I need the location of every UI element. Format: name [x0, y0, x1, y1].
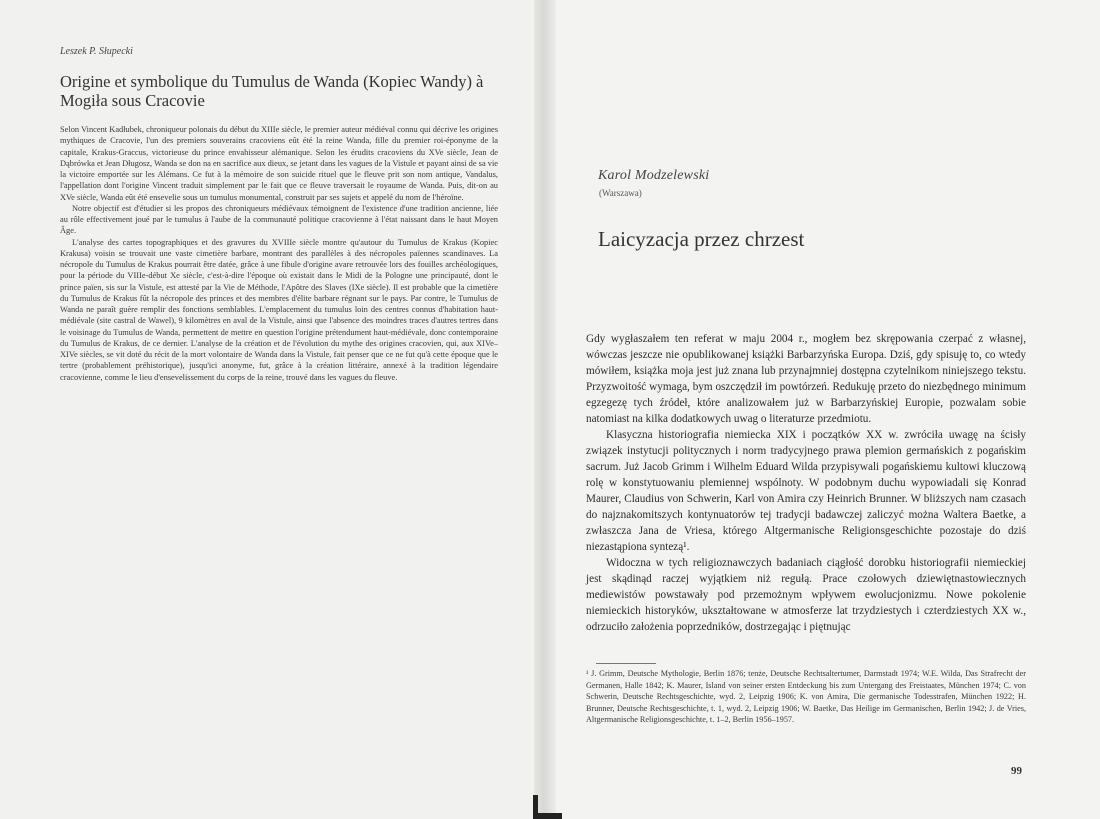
- author-name: Karol Modzelewski: [598, 168, 710, 183]
- right-paragraph-3: Widoczna w tych religioznawczych badaniach ciągłość dorobku historiografii niemieckiej jest skądinąd raczej wyjątkiem niż regułą. Prace czołowych dziewiętnastowiecznych mediewistów powstawały pod przemożnym wpływem ewolucjonizmu. Nowe pokolenie niemieckich historyków, ukształtowane w atmosferze lat trzydziestych i czterdziestych XX w., odrzuciło założenia poprzedników, dostrzegając i piętnując: [586, 557, 1026, 633]
- page-number: 99: [1011, 765, 1022, 777]
- right-paragraph-2: Klasyczna historiografia niemiecka XIX i początków XX w. zwróciła uwagę na ścisły związek instytucji politycznych i norm tradycyjnego prawa plemion germańskich z pogańskim sacrum. Już Jacob Grimm i Wilhelm Eduard Wilda przypisywali pogańskiemu kultowi kluczową rolę w konstytuowaniu plemiennej wspólnoty. W podobnym duchu wypowiadali się Konrad Maurer, Claudius von Schwerin, Karl von Amira czy Heinrich Brunner. W bliższych nam czasach do najznakomitszych kontynuatorów tej tradycji badawczej zaliczyć można Waltera Baetke, a zwłaszcza Jana de Vriesa, którego Altgermanische Religionsgeschichte pozostaje do dziś niezastąpiona syntezą¹.: [586, 429, 1026, 553]
- running-head: Leszek P. Słupecki: [60, 46, 133, 57]
- left-article-title: Origine et symbolique du Tumulus de Wanda (Kopiec Wandy) à Mogiła sous Cracovie: [60, 72, 484, 110]
- right-paragraph-1: Gdy wygłaszałem ten referat w maju 2004 r., mogłem bez skrępowania czerpać z własnej, wówczas jeszcze nie opublikowanej książki Barbarzyńska Europa. Dziś, gdy spisuję to, co wtedy mówiłem, książka moja jest już znana lub przynajmniej dostępna czytelnikom niniejszego tekstu. Przyzwoitość wymaga, bym oszczędził im powtórzeń. Redukuję przeto do niezbędnego minimum egzegezę tych źródeł, które analizowałem już w Barbarzyńskiej Europie, pozwalam sobie natomiast na kilka dodatkowych uwag o literaturze przedmiotu.: [586, 333, 1026, 425]
- footnote: ¹ J. Grimm, Deutsche Mythologie, Berlin 1876; tenże, Deutsche Rechtsaltertumer, Darmstadt 1974; W.E. Wilda, Das Strafrecht der Germanen, Halle 1842; K. Maurer, Island von seiner ersten Entdeckung bis zum Untergang des Freistaates, München 1974; C. von Schwerin, Deutsche Rechtsgeschichte, wyd. 2, Leipzig 1906; K. von Amira, Die germanische Todesstrafen, München 1922; H. Brunner, Deutsche Rechtsgeschichte, t. 1, wyd. 2, Leipzig 1906; W. Baetke, Das Heilige im Germanischen, Berlin 1942; J. de Vries, Altgermanische Religionsgeschichte, t. 1–2, Berlin 1956–1957.: [586, 669, 1026, 724]
- scan-edge-mark: [530, 795, 562, 819]
- left-paragraph-2: Notre objectif est d'étudier si les propos des chroniqueurs médiévaux témoignent de l'existence d'une tradition ancienne, liée au rôle effectivement joué par le tumulus à l'aube de la communauté politique cracovienne à l'état naissant dans le haut Moyen Âge.: [60, 203, 498, 236]
- left-paragraph-1: Selon Vincent Kadłubek, chroniqueur polonais du début du XIIIe siècle, le premier auteur médiéval connu qui décrive les origines mythiques de Cracovie, l'un des premiers souverains cracoviens eût été la reine Wanda, fille du premier roi-éponyme de la capitale, Krakus-Graccus, victorieuse du prince envahisseur alémanique. Selon les érudits cracoviens du XVe siècle, Jean de Dąbrówka et Jean Długosz, Wanda se don na en sacrifice aux dieux, se jetant dans les vagues de la Vistule et payant ainsi de sa vie la victoire emportée sur les Alémans. Ce fut à la mémoire de son suicide rituel que le fleuve prit son nom antique, Vandalus, l'appellation dont l'origine Vincent traduit simplement par le fait que ce fleuve traversait le royaume de Wanda. Puis, dit-on au XVe siècle, Wanda eût été ensevelie sous un tumulus monumental, construit par ses sujets et appelé du nom de l'héroïne.: [60, 125, 498, 202]
- book-gutter: [534, 0, 556, 819]
- left-abstract: [60, 124, 498, 383]
- author-affiliation: (Warszawa): [599, 188, 642, 198]
- right-body-text: [586, 331, 1026, 635]
- left-paragraph-3: L'analyse des cartes topographiques et des gravures du XVIIIe siècle montre qu'autour du Tumulus de Krakus (Kopiec Krakusa) voisin se trouvait une vaste cimetière barbare, montrant des parallèles à des nécropoles païennes scandinaves. La nécropole du Tumulus de Krakus pourrait être datée, grâce à une fibule d'origine avare retrouvée lors des fouilles archéologiques, pour la période du VIIIe-début Xe siècle, c'est-à-dire l'époque où existait dans le Midi de la Pologne une principauté, dont le prince païen, sis sur la Vistule, est attesté par la Vie de Méthode, l'Apôtre des Slaves (IXe siècle). Il est probable que la cimetière du Tumulus de Krakus fût la nécropole des princes et des membres d'élite barbare régnant sur le pays. Par contre, le Tumulus de Wanda ne paraît guère remplir des fonctions semblables. L'emplacement du tumulus loin des centres connus d'habitation haut-médiévale (site castral de Wawel), 9 kilomètres en aval de la Vistule, ainsi que l'absence des moindres traces d'autres tertres dans le voisinage du Tumulus de Wanda, permettent de mettre en question l'origine prétendument haut-médiévale, donc contemporaine du Tumulus de Krakus, de ce dernier. L'analyse de la création et de l'évolution du mythe des origines cracovien, qui, aux XIVe–XIVe siècles, se vit doté du récit de la mort volontaire de Wanda dans la Vistule, fait penser que ce ne fut qu'à cette époque que le tertre (probablement préhistorique), jusqu'ici anonyme, fut, grâce à la création littéraire, annexé à la tradition légendaire cracovienne, comme le lieu d'ensevelissement du corps de la reine, trouvé dans les vagues du fleuve.: [60, 237, 498, 382]
- footnote-rule: [596, 663, 656, 664]
- left-page: [0, 0, 544, 819]
- right-article-title: Laicyzacja przez chrzest: [598, 227, 805, 251]
